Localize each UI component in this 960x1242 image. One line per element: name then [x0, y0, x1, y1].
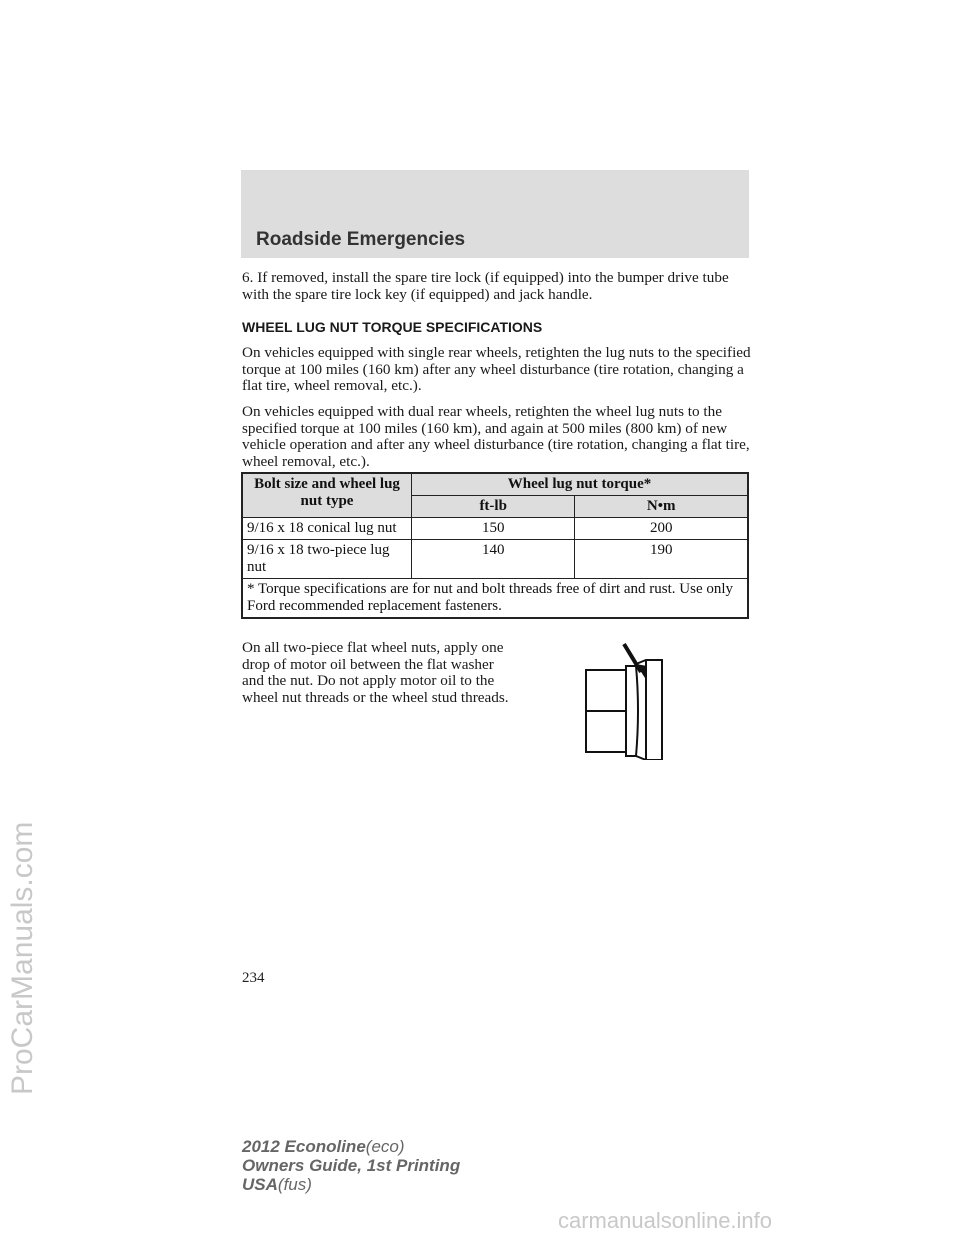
footer-market-code: (fus) — [277, 1175, 312, 1194]
table-footnote: * Torque specifications are for nut and bolt threads free of dirt and rust. Use only Ford recommended replacement fasteners. — [242, 579, 748, 619]
page-number: 234 — [242, 970, 265, 986]
footer-guide: Owners Guide, 1st Printing — [242, 1156, 461, 1175]
washer-flange-shape — [636, 660, 662, 760]
dual-rear-wheels-paragraph: On vehicles equipped with dual rear wheels, retighten the wheel lug nuts to the specified torque at 100 miles (160 km), and again at 500 miles (800 km) of new vehicle operation and after any wheel disturbance (tire rotation, changing a flat tire, wheel removal, etc.). — [242, 403, 750, 470]
lug-nut-type-cell: 9/16 x 18 two-piece lug nut — [242, 540, 412, 579]
col-header-torque: Wheel lug nut torque* — [412, 473, 749, 496]
unit-nm: N•m — [575, 496, 748, 518]
table-footnote-row — [242, 579, 748, 619]
motor-oil-paragraph: On all two-piece flat wheel nuts, apply one drop of motor oil between the flat washer and the nut. Do not apply motor oil to the wheel nut threads or the wheel stud threads. — [242, 639, 509, 706]
section-title: Roadside Emergencies — [256, 229, 466, 250]
torque-nm-cell: 200 — [575, 518, 748, 540]
table-row — [242, 540, 748, 579]
flat-washer-shape — [626, 666, 638, 756]
torque-spec-heading: WHEEL LUG NUT TORQUE SPECIFICATIONS — [242, 319, 543, 335]
lug-nut-illustration — [584, 640, 670, 760]
document-footer — [242, 1137, 460, 1194]
torque-nm-cell: 190 — [575, 540, 748, 579]
torque-ftlb-cell: 150 — [412, 518, 575, 540]
table-header-row — [242, 473, 748, 496]
footer-line-model — [242, 1137, 460, 1156]
footer-line-market — [242, 1175, 460, 1194]
torque-ftlb-cell: 140 — [412, 540, 575, 579]
single-rear-wheels-paragraph: On vehicles equipped with single rear wheels, retighten the lug nuts to the specified torque at 100 miles (160 km) after any wheel disturbance (tire rotation, changing a flat tire, wheel removal, etc.). — [242, 344, 751, 395]
unit-ftlb: ft-lb — [412, 496, 575, 518]
step-6-text: 6. If removed, install the spare tire lock (if equipped) into the bumper drive tube with the spare tire lock key (if equipped) and jack handle. — [242, 269, 729, 303]
col-header-bolt-size: Bolt size and wheel lug nut type — [242, 473, 412, 518]
table-row — [242, 518, 748, 540]
lug-nut-type-cell: 9/16 x 18 conical lug nut — [242, 518, 412, 540]
footer-market: USA — [242, 1175, 278, 1194]
footer-model-code: (eco) — [365, 1137, 405, 1156]
torque-spec-table — [241, 472, 749, 619]
watermark-carmanualsonline: carmanualsonline.info — [558, 1208, 773, 1233]
watermark-procarmanuals: ProCarManuals.com — [6, 821, 39, 1095]
footer-model: 2012 Econoline — [242, 1137, 366, 1156]
